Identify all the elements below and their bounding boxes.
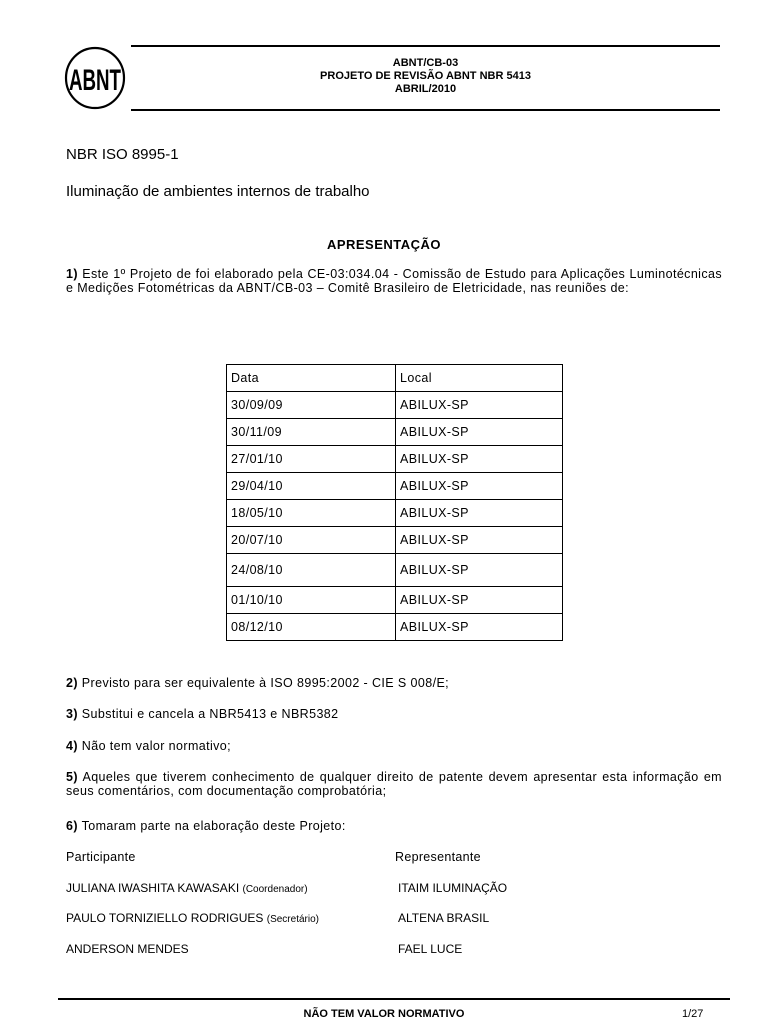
cell-date: 30/09/09 [227,392,396,419]
cell-local: ABILUX-SP [396,446,563,473]
column-header-local: Local [396,365,563,392]
item-4 [66,739,722,753]
item-number: 4) [66,739,78,753]
cell-date: 08/12/10 [227,614,396,641]
item-number: 3) [66,707,78,721]
item-number: 1) [66,267,78,281]
participant-row [66,881,308,895]
item-text: Não tem valor normativo; [77,739,232,753]
cell-date: 20/07/10 [227,527,396,554]
item-number: 5) [66,770,78,784]
table-row [227,473,563,500]
representative-column-header: Representante [395,850,481,864]
header-committee: ABNT/CB-03 [392,57,459,69]
item-text: Aqueles que tiverem conhecimento de qualquer direito de patente devem apresentar esta informação em seus comentários, com documentação comprobatória; [66,770,722,798]
participant-role: (Secretário) [266,914,319,925]
section-title: APRESENTAÇÃO [326,237,442,252]
header-bottom-rule [131,109,720,111]
participant-role: (Coordenador) [242,884,308,895]
participant-organization: ITAIM ILUMINAÇÃO [398,881,508,895]
abnt-logo [64,46,126,110]
cell-date: 18/05/10 [227,500,396,527]
table-row [227,614,563,641]
abnt-logo-icon [64,46,126,110]
cell-local: ABILUX-SP [396,500,563,527]
logo-text: ABNT [69,64,121,97]
document-code: NBR ISO 8995-1 [66,146,179,163]
table-row [227,500,563,527]
header-date: ABRIL/2010 [394,83,457,95]
item-2 [66,676,722,690]
table-row [227,446,563,473]
footer-rule [58,998,730,1000]
participant-name: ANDERSON MENDES [66,942,189,956]
cell-date: 30/11/09 [227,419,396,446]
cell-date: 29/04/10 [227,473,396,500]
cell-local: ABILUX-SP [396,614,563,641]
participant-name: JULIANA IWASHITA KAWASAKI [66,881,240,895]
item-text: Tomaram parte na elaboração deste Projeto: [77,819,346,833]
table-row [227,419,563,446]
header-top-rule [131,45,720,47]
table-row [227,587,563,614]
cell-local: ABILUX-SP [396,392,563,419]
page-number: 1/27 [682,1008,704,1020]
table-row [227,392,563,419]
item-number: 2) [66,676,78,690]
cell-local: ABILUX-SP [396,419,563,446]
item-1 [66,267,722,295]
item-text: Este 1º Projeto de foi elaborado pela CE-03:034.04 - Comissão de Estudo para Aplicações Luminotécnicas e Medições Fotométricas da ABNT/CB-03 – Comitê Brasileiro de Eletricidade, nas reuniões de: [66,267,722,295]
cell-date: 24/08/10 [227,554,396,587]
item-text: Substitui e cancela a NBR5413 e NBR5382 [77,707,339,721]
document-title: Iluminação de ambientes internos de trabalho [66,183,370,200]
table-row [227,527,563,554]
cell-date: 01/10/10 [227,587,396,614]
meetings-table [226,364,563,641]
cell-local: ABILUX-SP [396,527,563,554]
participant-row [66,911,319,925]
item-3 [66,707,722,721]
column-header-date: Data [227,365,396,392]
participant-name: PAULO TORNIZIELLO RODRIGUES [66,911,264,925]
cell-local: ABILUX-SP [396,554,563,587]
table-header-row [227,365,563,392]
table-row [227,554,563,587]
participant-organization: ALTENA BRASIL [398,911,490,925]
item-5 [66,770,722,798]
cell-local: ABILUX-SP [396,587,563,614]
item-number: 6) [66,819,78,833]
participant-organization: FAEL LUCE [398,942,463,956]
footer-notice: NÃO TEM VALOR NORMATIVO [303,1008,465,1020]
item-text: Previsto para ser equivalente à ISO 8995:2002 - CIE S 008/E; [77,676,450,690]
participant-column-header: Participante [66,850,136,864]
cell-date: 27/01/10 [227,446,396,473]
header-project: PROJETO DE REVISÃO ABNT NBR 5413 [320,70,531,82]
participant-row [66,942,189,956]
cell-local: ABILUX-SP [396,473,563,500]
item-6 [66,819,722,833]
